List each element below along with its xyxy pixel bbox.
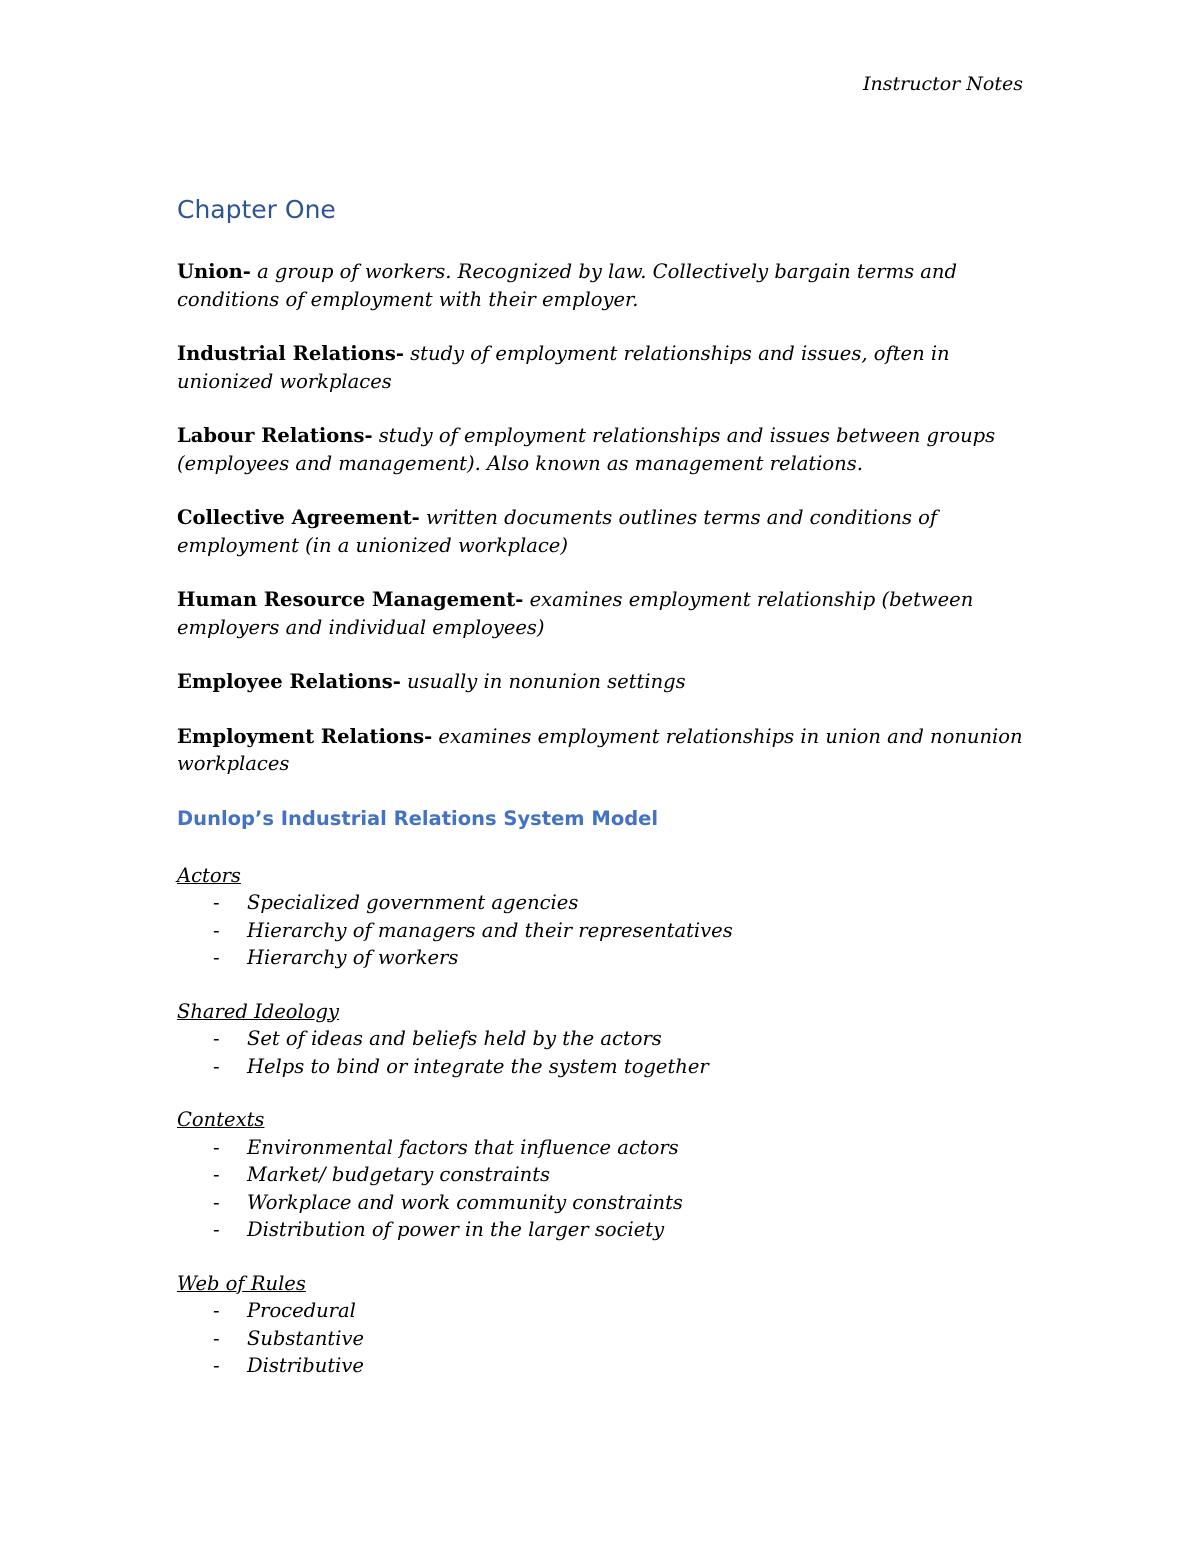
list-item — [177, 917, 1027, 945]
list-item — [177, 1216, 1027, 1244]
definition-text: examines employment relationships in union and nonunion workplaces — [177, 724, 1023, 775]
group-title: Web of Rules — [177, 1271, 306, 1295]
dash-bullet: - — [213, 946, 220, 969]
header-note: Instructor Notes — [863, 73, 1023, 95]
list-item-text: Specialized government agencies — [247, 891, 579, 914]
list-item-text: Procedural — [247, 1299, 356, 1322]
definition-employee-relations — [177, 668, 1027, 696]
bullet-list — [177, 889, 1027, 972]
dash-bullet: - — [213, 1027, 220, 1050]
list-item — [177, 944, 1027, 972]
list-item-text: Hierarchy of workers — [247, 946, 459, 969]
definition-collective-agreement — [177, 504, 1027, 559]
dash-bullet: - — [213, 1326, 220, 1350]
list-item — [177, 1352, 1027, 1380]
bullet-list — [177, 1297, 1027, 1380]
list-item — [177, 1297, 1027, 1325]
definition-employment-relations — [177, 723, 1027, 778]
list-item — [177, 1025, 1027, 1053]
group-title: Contexts — [177, 1108, 265, 1131]
definition-text: study of employment relationships and issues, often in unionized workplaces — [177, 342, 950, 393]
dash-bullet: - — [213, 1163, 220, 1186]
dash-bullet: - — [213, 891, 220, 914]
definition-union — [177, 258, 1027, 313]
dash-bullet: - — [213, 1354, 220, 1377]
list-item-text: Environmental factors that influence actors — [247, 1135, 679, 1159]
chapter-title: Chapter One — [177, 195, 336, 224]
model-group-web-of-rules — [177, 1270, 1027, 1380]
group-title: Actors — [177, 863, 241, 887]
list-item — [177, 1053, 1027, 1081]
definition-term: Employee Relations- — [177, 670, 401, 693]
dash-bullet: - — [213, 1135, 220, 1159]
definition-term: Labour Relations- — [177, 424, 373, 447]
dash-bullet: - — [213, 1054, 220, 1078]
definition-industrial-relations — [177, 340, 1027, 395]
definition-text: examines employment relationship (between employers and individual employees) — [177, 588, 974, 639]
list-item — [177, 1189, 1027, 1217]
definition-text: study of employment relationships and issues between groups (employees and management). Also known as management relations. — [177, 424, 996, 475]
list-item-text: Workplace and work community constraints — [247, 1190, 683, 1214]
definition-text: written documents outlines terms and conditions of employment (in a unionized workplace) — [177, 506, 938, 557]
definition-text: a group of workers. Recognized by law. Collectively bargain terms and conditions of employment with their employer. — [177, 260, 957, 311]
definition-labour-relations — [177, 422, 1027, 477]
definition-term: Industrial Relations- — [177, 342, 404, 365]
group-title: Shared Ideology — [177, 999, 340, 1023]
model-group-actors — [177, 862, 1027, 972]
list-item — [177, 889, 1027, 917]
model-section-title: Dunlop’s Industrial Relations System Model — [177, 806, 659, 830]
definition-term: Collective Agreement- — [177, 506, 420, 529]
definitions-list — [177, 258, 1027, 778]
list-item-text: Substantive — [247, 1326, 365, 1350]
definition-term: Human Resource Management- — [177, 588, 524, 611]
model-group-contexts — [177, 1106, 1027, 1244]
list-item-text: Distribution of power in the larger society — [247, 1218, 665, 1241]
list-item — [177, 1161, 1027, 1189]
dash-bullet: - — [213, 918, 220, 942]
list-item — [177, 1325, 1027, 1353]
list-item-text: Helps to bind or integrate the system together — [247, 1054, 709, 1078]
list-item-text: Set of ideas and beliefs held by the actors — [247, 1027, 662, 1050]
definition-term: Union- — [177, 260, 251, 283]
list-item-text: Market/ budgetary constraints — [247, 1163, 551, 1186]
bullet-list — [177, 1025, 1027, 1080]
dash-bullet: - — [213, 1218, 220, 1241]
dash-bullet: - — [213, 1299, 220, 1322]
definition-human-resource-management — [177, 586, 1027, 641]
document-body — [177, 193, 1027, 1406]
list-item-text: Hierarchy of managers and their representatives — [247, 918, 733, 942]
definition-text: usually in nonunion settings — [407, 670, 686, 693]
model-group-shared-ideology — [177, 998, 1027, 1081]
definition-term: Employment Relations- — [177, 724, 433, 748]
list-item — [177, 1134, 1027, 1162]
bullet-list — [177, 1134, 1027, 1244]
dash-bullet: - — [213, 1190, 220, 1214]
list-item-text: Distributive — [247, 1354, 364, 1377]
